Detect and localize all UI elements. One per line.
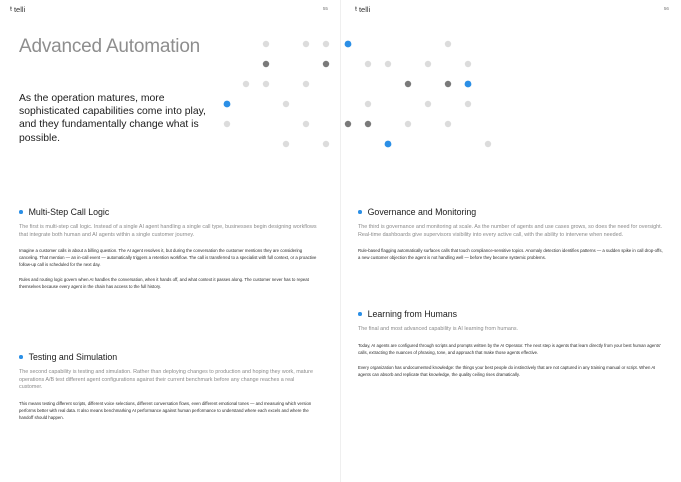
right-page	[341, 0, 681, 482]
logo-mark-icon: ŧ	[10, 6, 12, 13]
lead-paragraph: As the operation matures, more sophisticated capabilities come into play, and they fundamentally change what is possible.	[19, 93, 206, 144]
page-title: Advanced Automation	[19, 36, 201, 57]
section-intro: The second capability is testing and simulation. Rather than deploying changes to production and hoping they work, mature operations A/B test different agent configurations against their current benchmark before any change reaches a real customer.	[19, 369, 313, 391]
section-multi-step-call-logic	[19, 207, 317, 290]
section-intro: The final and most advanced capability is AI learning from humans.	[358, 326, 519, 332]
body-paragraph: Every organization has undocumented knowledge: the things your best people do instinctively that are not captured in any training manual or script. When AI agents can absorb and replicate that knowledge, the quality ceiling rises dramatically.	[358, 364, 656, 377]
section-heading	[358, 309, 664, 319]
logo-text: telli	[358, 5, 371, 14]
body-paragraph: Imagine a customer calls in about a billing question. The AI agent resolves it, but during the conversation the customer mentions they are considering canceling. That mention — an in-call event — automatically triggers a retention workflow. The call is transferred to a specialist with full context, or a proactive follow-up call is scheduled for the next day.	[19, 248, 317, 268]
section-governance-and-monitoring	[358, 207, 664, 261]
bullet-dot-icon	[19, 355, 23, 359]
page-header	[355, 5, 669, 15]
section-heading-text: Learning from Humans	[367, 309, 458, 319]
bullet-dot-icon	[358, 312, 362, 316]
body-paragraph: Today, AI agents are configured through scripts and prompts written by the AI Operator. The next step is agents that learn directly from your best human agents' calls, extracting the nuances of phrasing, tone, and approach that make those agents effective.	[358, 342, 661, 355]
logo-mark-icon: ŧ	[355, 6, 357, 13]
section-heading-text: Multi-Step Call Logic	[28, 207, 110, 217]
left-page	[0, 0, 340, 482]
body-paragraph: This means testing different scripts, different voice selections, different conversation flows, even different emotional tones — and measuring which version performs better with real data. It also means benchmarking AI performance against human performance to understand where each excels and where the handoff should happen.	[19, 400, 312, 420]
body-paragraph: Rule-based flagging automatically surfaces calls that touch compliance-sensitive topics. Anomaly detection identifies patterns — a sudden spike in call drop-offs, a new customer objection the agent is not handling well — before they become systemic problems.	[358, 248, 663, 261]
section-intro: The third is governance and monitoring at scale. As the number of agents and use cases grows, so does the need for oversight. Real-time dashboards give supervisors visibility into every active call, with the ability to intervene when needed.	[358, 224, 663, 238]
logo-text: telli	[13, 5, 26, 14]
section-heading	[19, 352, 317, 362]
page-header	[10, 5, 328, 15]
section-heading	[19, 207, 317, 217]
section-heading	[358, 207, 664, 217]
page-number: 56	[663, 6, 669, 11]
section-intro: The first is multi-step call logic. Instead of a single AI agent handling a single call type, businesses begin designing workflows that integrate both human and AI agents within a single customer journey.	[19, 224, 317, 238]
page-number: 55	[322, 6, 328, 11]
bullet-dot-icon	[19, 210, 23, 214]
bullet-dot-icon	[358, 210, 362, 214]
brand-logo	[355, 5, 370, 14]
brand-logo	[10, 5, 25, 14]
section-heading-text: Testing and Simulation	[28, 352, 118, 362]
section-heading-text: Governance and Monitoring	[367, 207, 477, 217]
body-paragraph: Rules and routing logic govern when AI handles the conversation, when it hands off, and what context it passes along. The customer never has to repeat themselves because every agent in the chain has access to the full history.	[19, 277, 309, 290]
section-testing-and-simulation	[19, 352, 317, 421]
section-learning-from-humans	[358, 309, 664, 378]
